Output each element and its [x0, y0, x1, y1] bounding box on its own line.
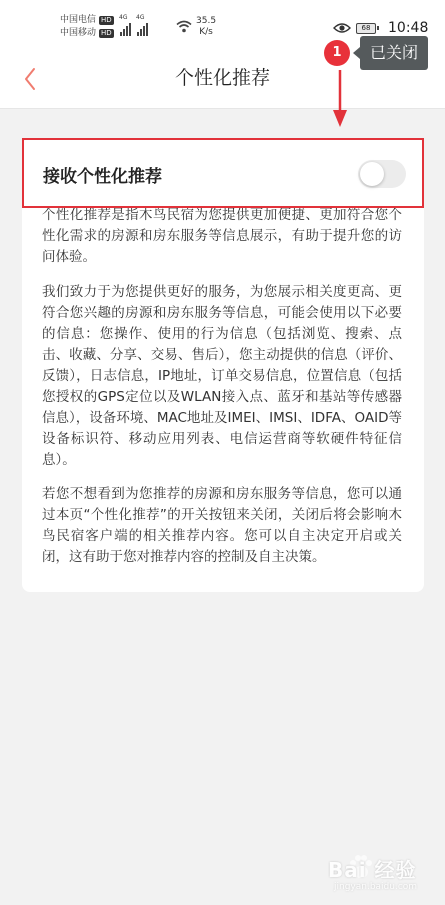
signal-icons	[120, 16, 148, 36]
toggle-knob	[360, 162, 384, 186]
watermark-text: Bai 经验	[328, 858, 417, 882]
speed-value: 35.5	[196, 16, 217, 26]
hd-badge-1: HD	[101, 16, 112, 24]
description-paragraph-1: 个性化推荐是指木鸟民宿为您提供更加便捷、更加符合您个性化需求的房源和房东服务等信息展示，有助于提升您的访问体验。	[42, 207, 402, 265]
eye-icon	[333, 22, 351, 34]
signal-strength-icon	[120, 16, 131, 36]
carrier-info	[60, 14, 114, 40]
personalized-recommend-toggle[interactable]	[358, 160, 406, 188]
battery-icon: 68	[356, 23, 376, 34]
network-type-2: 4G	[136, 14, 145, 21]
carrier-2: 中国移动	[60, 28, 97, 38]
wifi-icon	[176, 20, 192, 33]
signal-strength-icon	[137, 16, 148, 36]
page-title: 个性化推荐	[174, 67, 270, 89]
back-button[interactable]	[18, 64, 48, 94]
baidu-jingyan-watermark	[300, 852, 440, 902]
description-paragraph-2: 我们致力于为您提供更好的服务，为您展示相关度更高、更符合您兴趣的房源和房东服务等信息，可能会使用以下必要的信息：您操作、使用的行为信息（包括浏览、搜索、点击、收藏、分享、交易、售后），您主动提供的信息（评价、反馈），日志信息，IP地址，订单交易信息，位置信息（包括您授权的GPS定位以及WLAN接入点、蓝牙和基站等传感器信息），设备环境、MAC地址及IMEI、IMSI、IDFA、OAID等设备标识符、移动应用列表、电信运营商等软硬件特征信息）。	[42, 284, 402, 468]
description-paragraph-3: 若您不想看到为您推荐的房源和房东服务等信息，您可以通过本页“个性化推荐”的开关按钮来关闭，关闭后将会影响木鸟民宿客户端的相关推荐内容。您可以自主决定开启或关闭，这有助于您对推荐内容的控制及自主决策。	[42, 486, 402, 565]
personalized-recommend-row	[22, 138, 424, 208]
chevron-left-icon	[18, 64, 48, 94]
toggle-label: 接收个性化推荐	[43, 167, 162, 187]
network-speed	[196, 16, 216, 38]
hd-badge-2: HD	[101, 29, 112, 37]
watermark-url: jingyan.baidu.com	[334, 882, 418, 892]
carrier-1: 中国电信	[60, 15, 97, 25]
status-time: 10:48	[388, 20, 429, 36]
annotation-tooltip: 已关闭	[360, 36, 428, 70]
arrow-down-icon	[332, 70, 348, 128]
network-type-1: 4G	[119, 14, 128, 21]
step-badge: 1	[324, 40, 350, 66]
speed-unit: K/s	[199, 27, 213, 37]
